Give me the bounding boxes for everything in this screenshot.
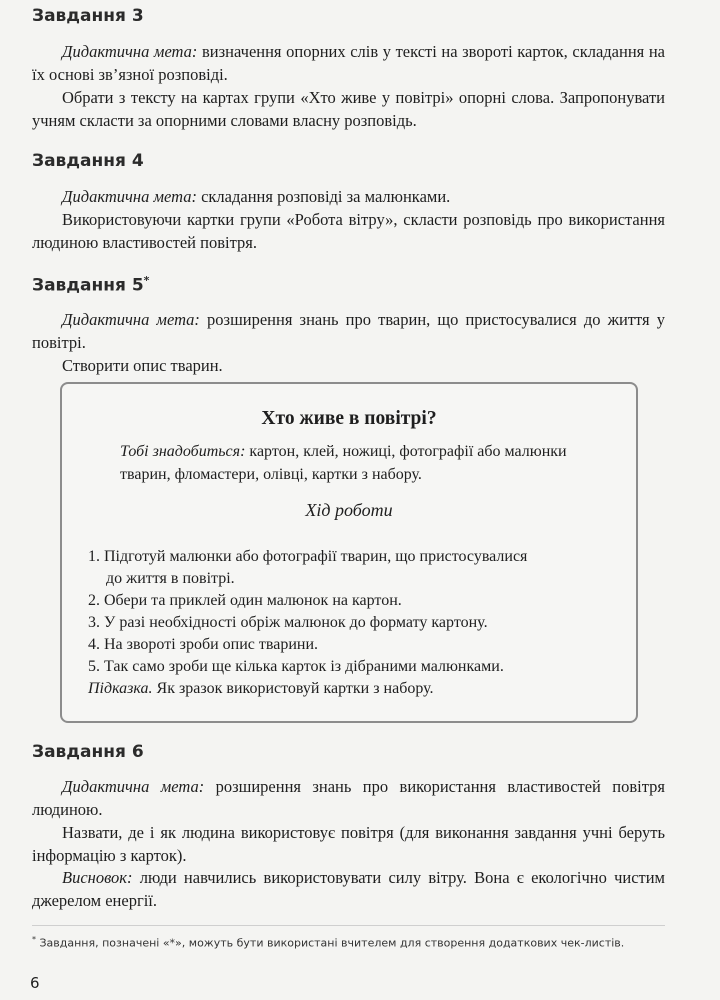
footnote-mark: * xyxy=(32,935,36,944)
step-item: 2. Обери та приклей один малюнок на картон. xyxy=(88,592,402,609)
step-item xyxy=(88,546,618,590)
activity-box xyxy=(60,382,638,723)
hint xyxy=(88,678,618,700)
task-6-aim xyxy=(32,775,665,821)
footnote-divider xyxy=(32,925,665,926)
task-3-aim xyxy=(32,40,665,86)
hint-label: Підказка. xyxy=(88,680,153,697)
task-5-heading-text: Завдання 5 xyxy=(32,275,144,296)
materials-text: картон, клей, ножиці, фотографії або малюнки тварин, фломастери, олівці, картки з набору. xyxy=(120,443,567,483)
step-item: 4. На звороті зроби опис тварини. xyxy=(88,636,319,653)
task-4-body-text: Використовуючи картки групи «Робота вітру», скласти розповідь про використання людиною властивостей повітря. xyxy=(32,210,665,252)
footnote-text: Завдання, позначені «*», можуть бути використані вчителем для створення додаткових чек-листів. xyxy=(36,936,625,950)
activity-title: Хто живе в повітрі? xyxy=(261,408,437,429)
task-3-body xyxy=(32,86,665,132)
task-3-heading: Завдання 3 xyxy=(32,6,144,26)
task-6-body xyxy=(32,821,665,867)
task-5-body xyxy=(32,354,665,377)
task-3-aim-text: визначення опорних слів у тексті на звороті карток, складання на їх основі зв’язної розповіді. xyxy=(32,42,665,84)
task-6-body-text: Назвати, де і як людина використовує повітря (для виконання завдання учні беруть інформацію з карток). xyxy=(32,823,665,865)
step-item: 3. У разі необхідності обріж малюнок до формату картону. xyxy=(88,614,488,631)
steps-list xyxy=(88,546,618,700)
task-4-aim xyxy=(32,185,665,208)
step-item: 5. Так само зроби ще кілька карток із дібраними малюнками. xyxy=(88,658,504,675)
task-6-aim-label: Дидактична мета: xyxy=(62,777,205,796)
task-6-conclusion xyxy=(32,866,665,912)
task-5-aim xyxy=(32,308,665,354)
conclusion-label: Висновок: xyxy=(62,868,133,887)
task-5-heading xyxy=(32,274,149,296)
hint-text: Як зразок використовуй картки з набору. xyxy=(152,680,434,697)
task-6-aim-text: розширення знань про використання властивостей повітря людиною. xyxy=(32,777,665,819)
task-6-heading: Завдання 6 xyxy=(32,742,144,762)
page-number: 6 xyxy=(30,974,40,992)
step-1-line-1: 1. Підготуй малюнки або фотографії тварин, що пристосувалися xyxy=(88,548,528,565)
task-3-aim-label: Дидактична мета: xyxy=(62,42,198,61)
task-5-body-text: Створити опис тварин. xyxy=(62,356,223,375)
materials-label: Тобі знадобиться: xyxy=(120,443,246,460)
conclusion-text: люди навчились використовувати силу вітру. Вона є екологічно чистим джерелом енергії. xyxy=(32,868,665,910)
task-4-body xyxy=(32,208,665,254)
task-4-heading: Завдання 4 xyxy=(32,151,144,171)
footnote xyxy=(32,935,672,950)
task-4-aim-label: Дидактична мета: xyxy=(62,187,197,206)
task-5-asterisk: * xyxy=(143,274,150,287)
task-4-aim-text: складання розповіді за малюнками. xyxy=(196,187,451,206)
task-3-body-text: Обрати з тексту на картах групи «Хто живе у повітрі» опорні слова. Запропонувати учням скласти за опорними словами власну розповідь. xyxy=(32,88,665,130)
step-1-line-2: до життя в повітрі. xyxy=(106,570,235,587)
task-5-aim-label: Дидактична мета: xyxy=(62,310,200,329)
activity-materials xyxy=(120,440,590,486)
task-5-aim-text: розширення знань про тварин, що пристосувалися до життя у повітрі. xyxy=(32,310,665,352)
activity-subtitle: Хід роботи xyxy=(305,500,393,520)
